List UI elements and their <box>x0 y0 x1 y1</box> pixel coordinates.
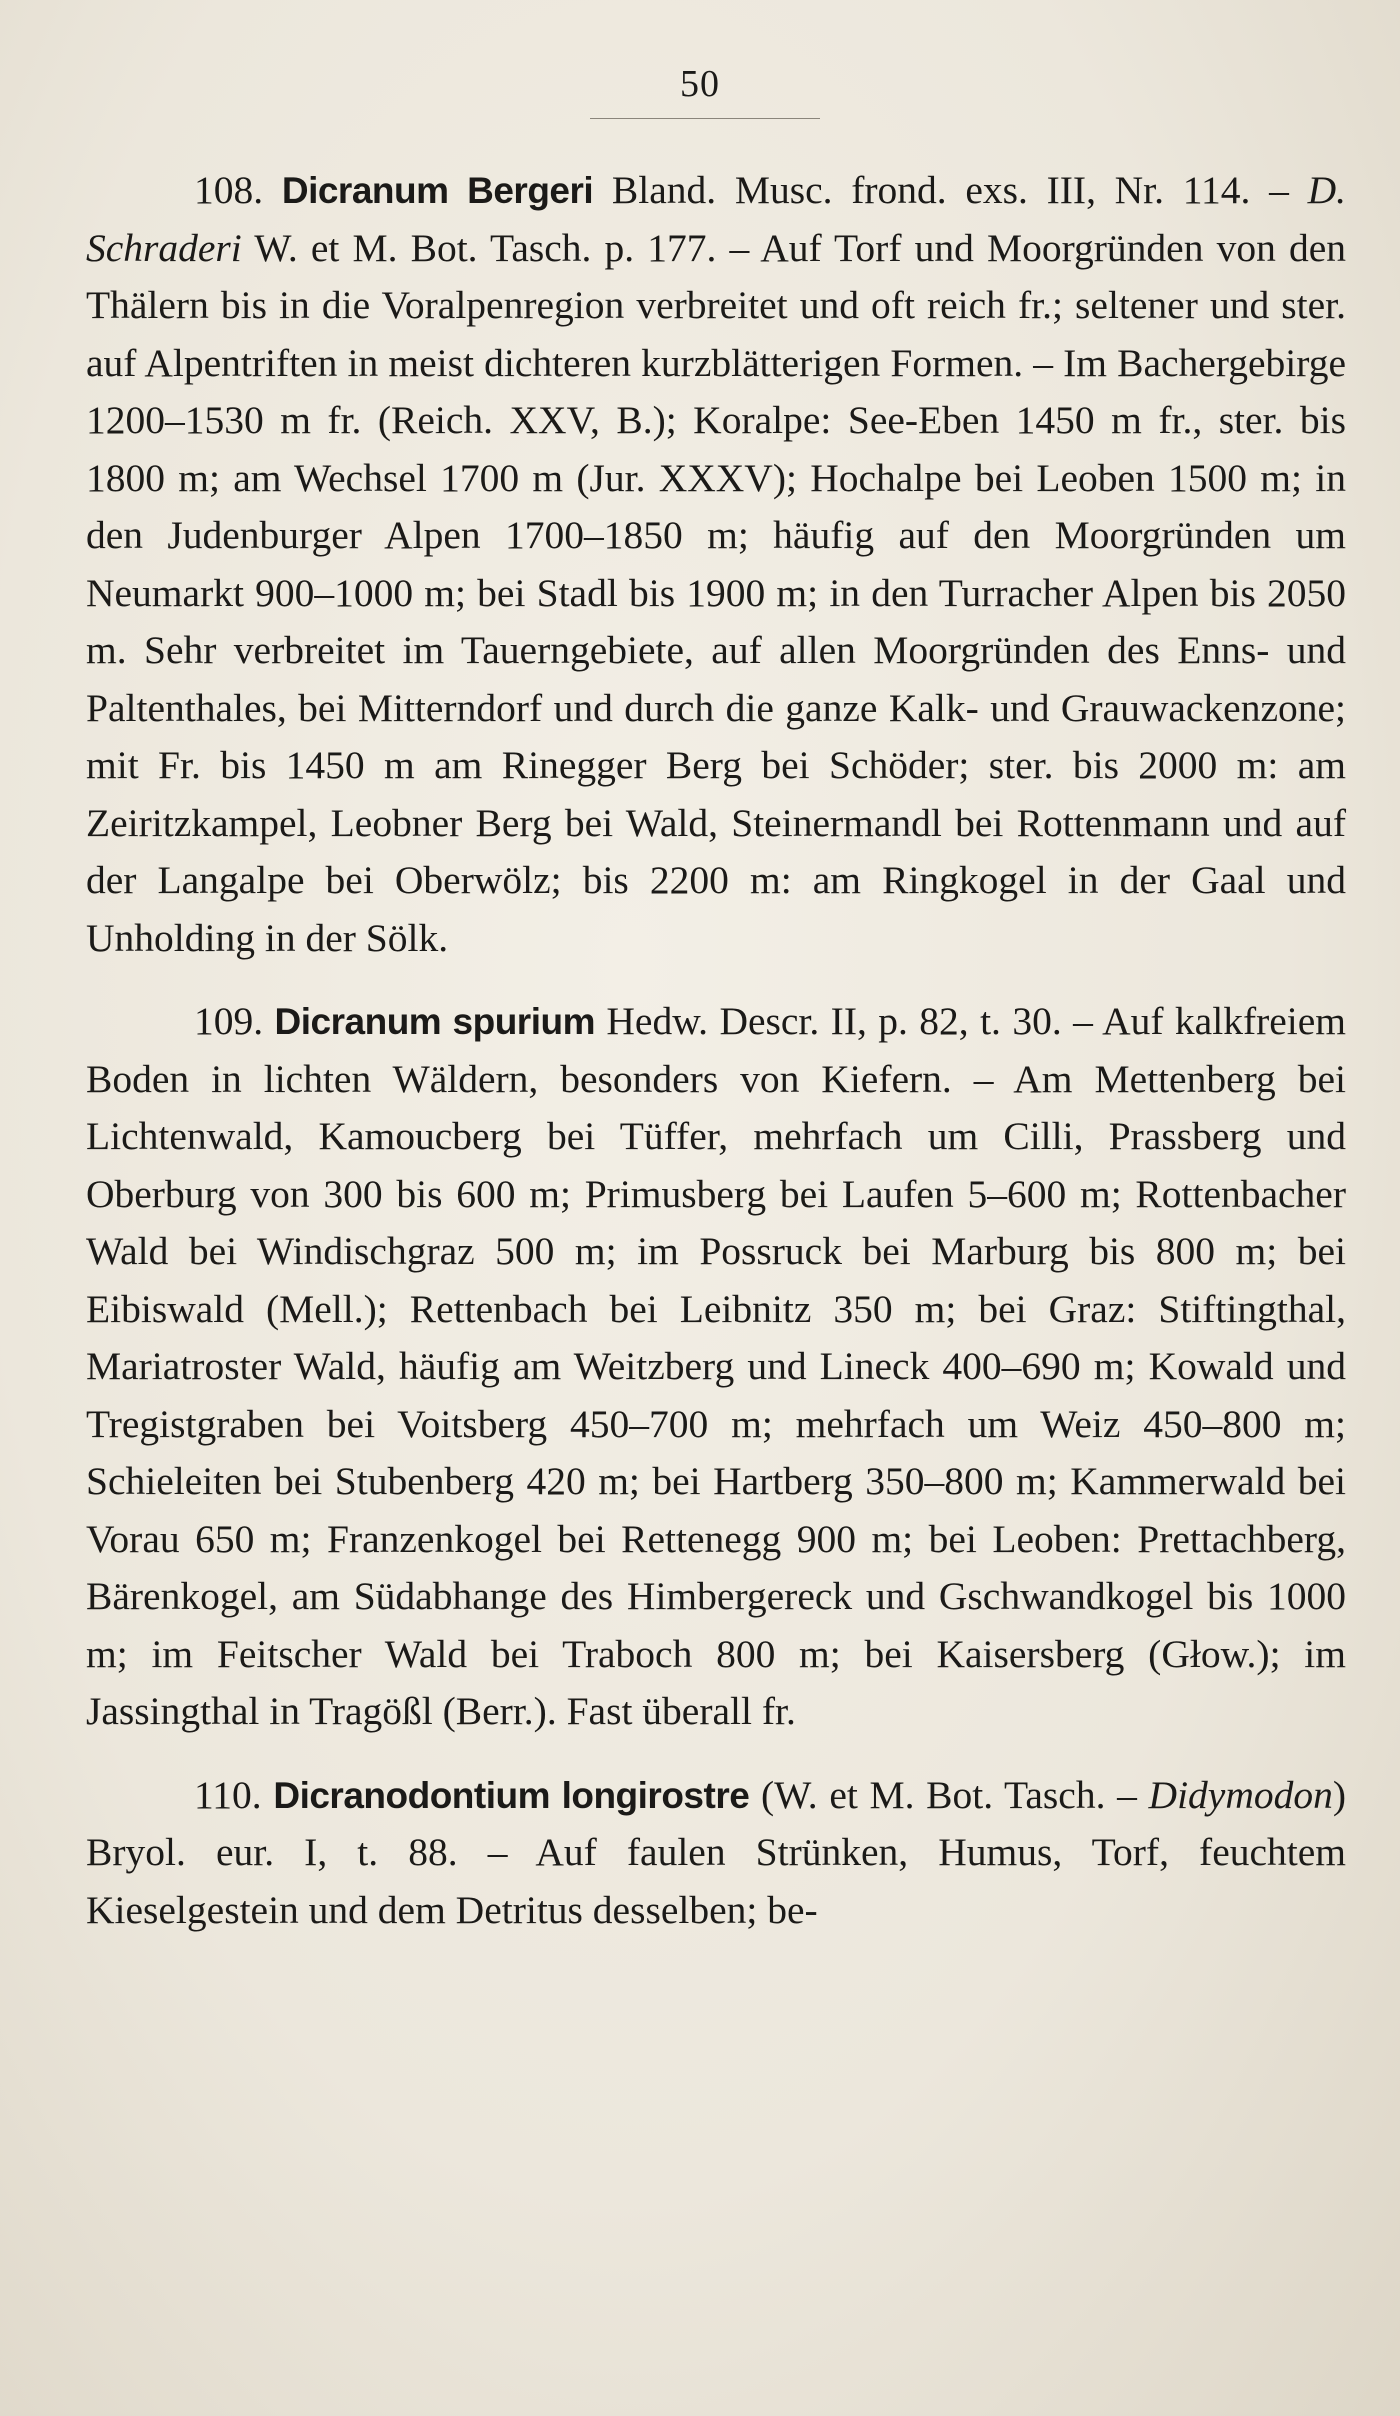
synonym-name: D. Schraderi <box>86 168 1346 270</box>
species-entry-108 <box>86 162 1346 967</box>
entry-text: Bland. Musc. frond. exs. III, Nr. 114. – <box>593 168 1308 212</box>
species-entry-110 <box>86 1767 1346 1940</box>
entry-text: Hedw. Descr. II, p. 82, t. 30. – Auf kalkfreiem Boden in lichten Wäldern, besonders von Kiefern. – Am Mettenberg bei Lichtenwald, Kamoucberg bei Tüffer, mehrfach um Cilli, Prassberg und Oberburg von 300 bis 600 m; Primusberg bei Laufen 5–600 m; Rottenbacher Wald bei Windischgraz 500 m; im Possruck bei Marburg bis 800 m; bei Eibiswald (Mell.); Rettenbach bei Leibnitz 350 m; bei Graz: Stiftingthal, Mariatroster Wald, häufig am Weitzberg und Lineck 400–690 m; Kowald und Tregistgraben bei Voitsberg 450–700 m; mehrfach um Weiz 450–800 m; Schieleiten bei Stubenberg 420 m; bei Hartberg 350–800 m; Kammerwald bei Vorau 650 m; Franzenkogel bei Rettenegg 900 m; bei Leoben: Prettachberg, Bärenkogel, am Südabhange des Himbergereck und Gschwandkogel bis 1000 m; im Feitscher Wald bei Traboch 800 m; bei Kaisersberg (Głow.); im Jassingthal in Tragößl (Berr.). Fast überall fr. <box>86 999 1347 1733</box>
species-name: Dicranum Bergeri <box>281 170 594 211</box>
page-number: 50 <box>680 63 720 105</box>
entry-text: W. et M. Bot. Tasch. p. 177. – Auf Torf und Moorgründen von den Thälern bis in die Voralpenregion verbreitet und oft reich fr.; seltener und ster. auf Alpentriften in meist dichteren kurzblätterigen Formen. – Im Bachergebirge 1200–1530 m fr. (Reich. XXV, B.); Koralpe: See-Eben 1450 m fr., ster. bis 1800 m; am Wechsel 1700 m (Jur. XXXV); Hochalpe bei Leoben 1500 m; in den Judenburger Alpen 1700–1850 m; häufig auf den Moorgründen um Neumarkt 900–1000 m; bei Stadl bis 1900 m; in den Turracher Alpen bis 2050 m. Sehr verbreitet im Tauerngebiete, auf allen Moorgründen des Enns- und Paltenthales, bei Mitterndorf und durch die ganze Kalk- und Grauwackenzone; mit Fr. bis 1450 m am Rinegger Berg bei Schöder; ster. bis 2000 m: am Zeiritzkampel, Leobner Berg bei Wald, Steinermandl bei Rottenmann und auf der Langalpe bei Oberwölz; bis 2200 m: am Ringkogel in der Gaal und Unholding in der Sölk. <box>86 225 1346 960</box>
species-name: Dicranum spurium <box>274 1001 595 1042</box>
entry-text: (W. et M. Bot. Tasch. – <box>749 1772 1149 1817</box>
entry-text: ) Bryol. eur. I, t. 88. – Auf faulen Strünken, Humus, Torf, feuchtem Kieselgestein und dem Detritus desselben; be- <box>86 1772 1347 1932</box>
species-name: Dicranodontium longirostre <box>273 1774 750 1816</box>
entry-number: 110. <box>194 1772 262 1817</box>
header-rule <box>590 118 820 119</box>
synonym-name: Didymodon <box>1148 1772 1333 1817</box>
entry-number: 109. <box>194 999 264 1043</box>
species-entry-109 <box>86 993 1346 1741</box>
entry-number: 108. <box>194 168 264 212</box>
page-body <box>86 162 1346 1965</box>
